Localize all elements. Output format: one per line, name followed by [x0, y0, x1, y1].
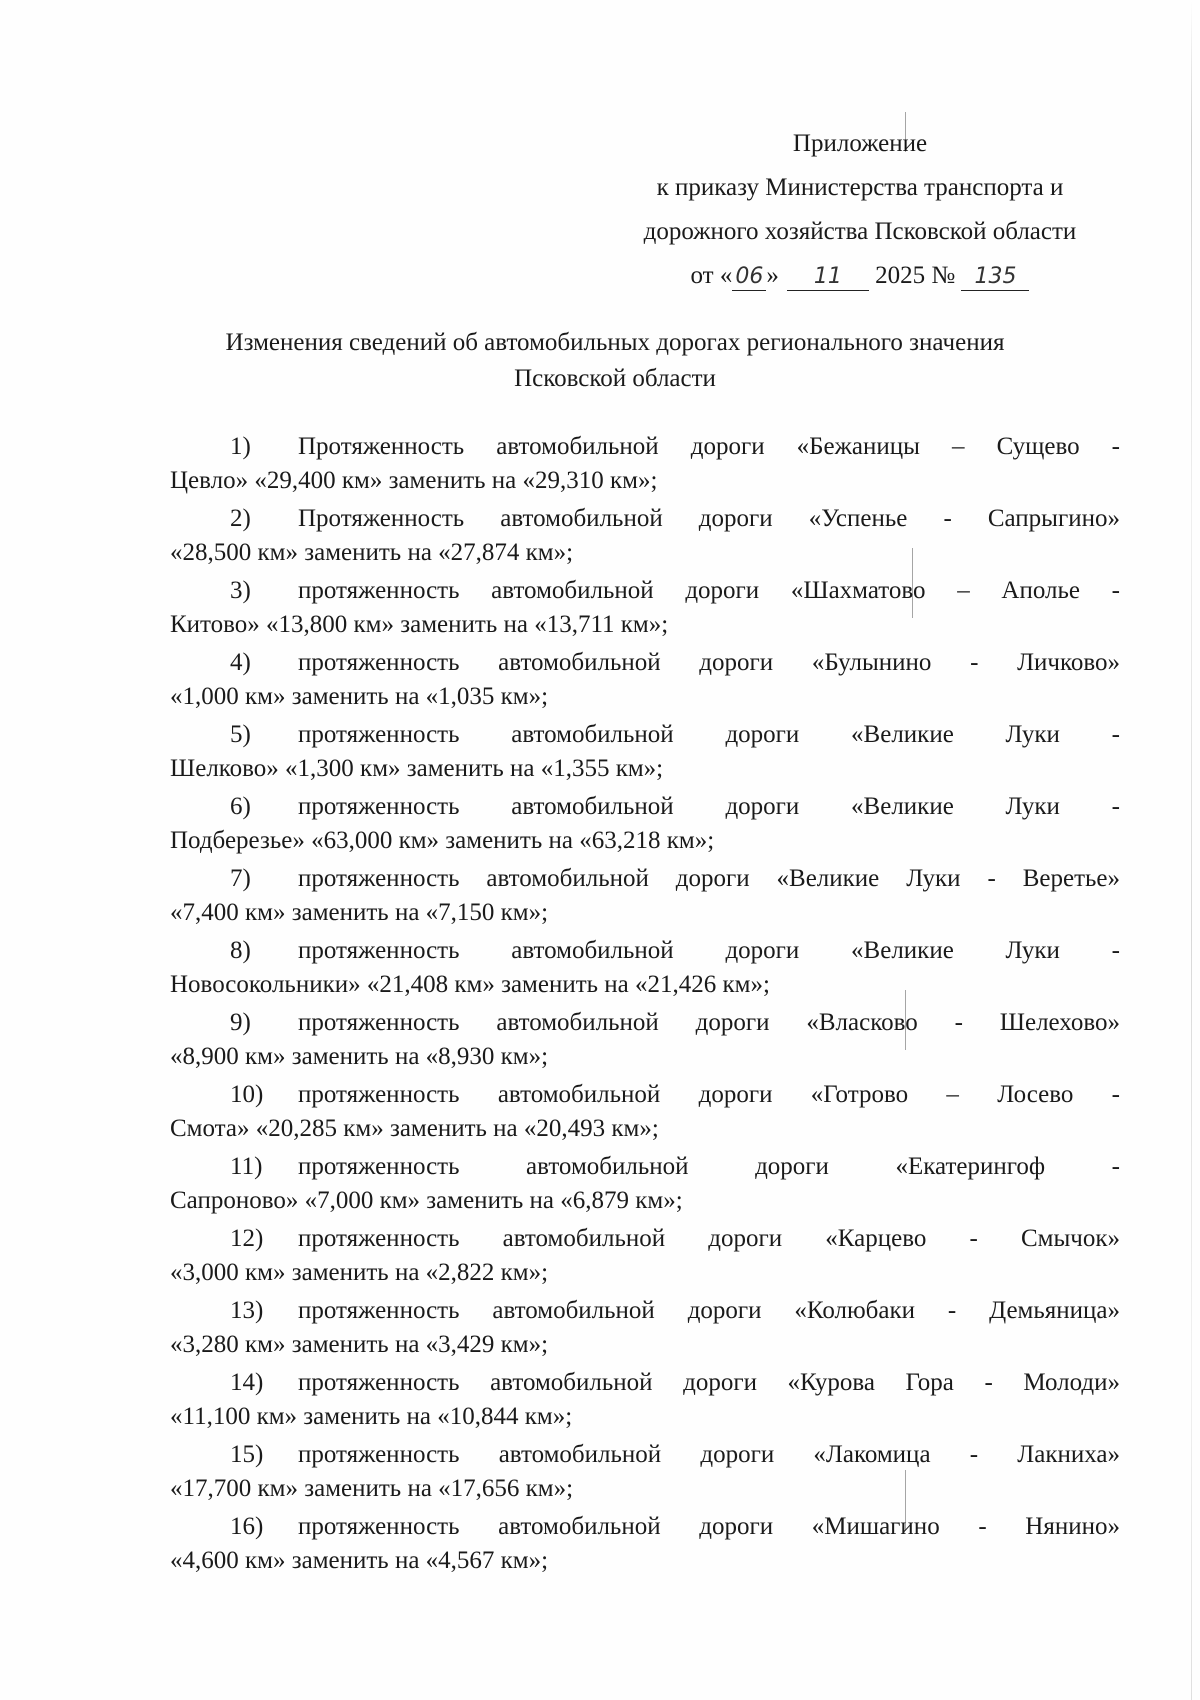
list-item-text-start: протяженность автомобильной дороги «Великие Луки - [298, 937, 1120, 964]
list-item-text-start: протяженность автомобильной дороги «Великие Луки - [298, 721, 1120, 748]
appendix-header [600, 122, 1120, 298]
list-item [170, 862, 1120, 934]
list-item-number: 11) [230, 1153, 263, 1180]
list-item-continuation: «3,000 км» заменить на «2,822 км»; [170, 1259, 549, 1286]
list-item [170, 1006, 1120, 1078]
list-item-number: 10) [230, 1081, 264, 1108]
list-item-continuation: «11,100 км» заменить на «10,844 км»; [170, 1403, 573, 1430]
appendix-label: Приложение [792, 130, 928, 157]
list-item-number: 9) [230, 1009, 251, 1036]
list-item [170, 430, 1120, 502]
list-item-text-start: протяженность автомобильной дороги «Великие Луки - [298, 793, 1120, 820]
list-item-number: 4) [230, 649, 251, 676]
list-item-text-start: протяженность автомобильной дороги «Булынино - Личково» [298, 649, 1120, 676]
list-item [170, 1078, 1120, 1150]
list-item [170, 934, 1120, 1006]
list-item-continuation: Шелково» «1,300 км» заменить на «1,355 км»; [170, 755, 664, 782]
scan-artifact [905, 990, 906, 1050]
list-item-first-line [230, 502, 1120, 536]
scan-artifact [912, 548, 913, 618]
list-item-text-start: Протяженность автомобильной дороги «Успенье - Сапрыгино» [298, 505, 1120, 532]
list-item [170, 1510, 1120, 1582]
list-item [170, 1366, 1120, 1438]
list-item [170, 790, 1120, 862]
list-item-number: 13) [230, 1297, 264, 1324]
list-item-text-start: протяженность автомобильной дороги «Колюбаки - Демьяница» [298, 1297, 1120, 1324]
list-item-continuation: «17,700 км» заменить на «17,656 км»; [170, 1475, 574, 1502]
title-line-2: Псковской области [514, 365, 716, 392]
date-prefix: от « [690, 262, 733, 289]
list-item-first-line [230, 646, 1120, 680]
list-item-first-line [230, 430, 1120, 464]
handwritten-month: 11 [787, 264, 869, 291]
list-item-number: 7) [230, 865, 251, 892]
list-item-text-start: протяженность автомобильной дороги «Великие Луки - Веретье» [298, 865, 1120, 892]
list-item-first-line [230, 934, 1120, 968]
list-item-first-line [230, 1438, 1120, 1472]
scan-edge-shadow [1191, 0, 1192, 1700]
list-item-number: 5) [230, 721, 251, 748]
list-item-continuation: «28,500 км» заменить на «27,874 км»; [170, 539, 574, 566]
handwritten-day: 06 [732, 264, 766, 291]
list-item-first-line [230, 1078, 1120, 1112]
list-item-continuation: Китово» «13,800 км» заменить на «13,711 км»; [170, 611, 669, 638]
list-item-continuation: Подберезье» «63,000 км» заменить на «63,218 км»; [170, 827, 715, 854]
changes-list [170, 430, 1120, 1582]
scan-artifact [905, 1470, 906, 1530]
list-item-number: 16) [230, 1513, 264, 1540]
list-item [170, 646, 1120, 718]
list-item-number: 6) [230, 793, 251, 820]
list-item-first-line [230, 790, 1120, 824]
list-item-first-line [230, 718, 1120, 752]
list-item-continuation: «3,280 км» заменить на «3,429 км»; [170, 1331, 549, 1358]
date-year: 2025 № [875, 262, 956, 289]
list-item-first-line [230, 1150, 1120, 1184]
list-item [170, 1438, 1120, 1510]
list-item-continuation: Новосокольники» «21,408 км» заменить на «21,426 км»; [170, 971, 770, 998]
list-item-number: 14) [230, 1369, 264, 1396]
list-item-continuation: Сапроново» «7,000 км» заменить на «6,879 км»; [170, 1187, 683, 1214]
list-item-number: 1) [230, 433, 251, 460]
order-date-line [600, 254, 1120, 298]
date-mid: » [766, 262, 779, 289]
list-item-first-line [230, 1510, 1120, 1544]
list-item-text-start: протяженность автомобильной дороги «Мишагино - Нянино» [298, 1513, 1120, 1540]
list-item-first-line [230, 862, 1120, 896]
list-item-text-start: протяженность автомобильной дороги «Лакомица - Лакниха» [298, 1441, 1120, 1468]
list-item-continuation: «4,600 км» заменить на «4,567 км»; [170, 1547, 549, 1574]
list-item-number: 3) [230, 577, 251, 604]
list-item-text-start: протяженность автомобильной дороги «Екатерингоф - [298, 1153, 1120, 1180]
list-item-text-start: протяженность автомобильной дороги «Курова Гора - Молоди» [298, 1369, 1120, 1396]
list-item [170, 718, 1120, 790]
title-line-1: Изменения сведений об автомобильных дорогах регионального значения [225, 329, 1005, 356]
list-item-number: 15) [230, 1441, 264, 1468]
handwritten-order-number: 135 [961, 264, 1029, 291]
document-title [150, 325, 1080, 397]
list-item [170, 1294, 1120, 1366]
scan-artifact [905, 112, 906, 152]
list-item-number: 8) [230, 937, 251, 964]
list-item-continuation: «8,900 км» заменить на «8,930 км»; [170, 1043, 549, 1070]
list-item-text-start: протяженность автомобильной дороги «Карцево - Смычок» [298, 1225, 1120, 1252]
list-item-text-start: протяженность автомобильной дороги «Готрово – Лосево - [298, 1081, 1120, 1108]
list-item-number: 2) [230, 505, 251, 532]
list-item [170, 502, 1120, 574]
order-reference-line-1: к приказу Министерства транспорта и [656, 174, 1064, 201]
list-item [170, 1222, 1120, 1294]
list-item-first-line [230, 1366, 1120, 1400]
list-item-number: 12) [230, 1225, 264, 1252]
list-item-continuation: «1,000 км» заменить на «1,035 км»; [170, 683, 549, 710]
list-item-first-line [230, 1006, 1120, 1040]
list-item [170, 1150, 1120, 1222]
list-item-text-start: протяженность автомобильной дороги «Власково - Шелехово» [298, 1009, 1120, 1036]
list-item-continuation: «7,400 км» заменить на «7,150 км»; [170, 899, 549, 926]
list-item-first-line [230, 1222, 1120, 1256]
list-item-continuation: Цевло» «29,400 км» заменить на «29,310 км»; [170, 467, 658, 494]
list-item-first-line [230, 574, 1120, 608]
list-item-continuation: Смота» «20,285 км» заменить на «20,493 км»; [170, 1115, 659, 1142]
list-item-text-start: Протяженность автомобильной дороги «Бежаницы – Сущево - [298, 433, 1120, 460]
list-item-first-line [230, 1294, 1120, 1328]
order-reference-line-2: дорожного хозяйства Псковской области [643, 218, 1077, 245]
list-item [170, 574, 1120, 646]
list-item-text-start: протяженность автомобильной дороги «Шахматово – Аполье - [298, 577, 1120, 604]
